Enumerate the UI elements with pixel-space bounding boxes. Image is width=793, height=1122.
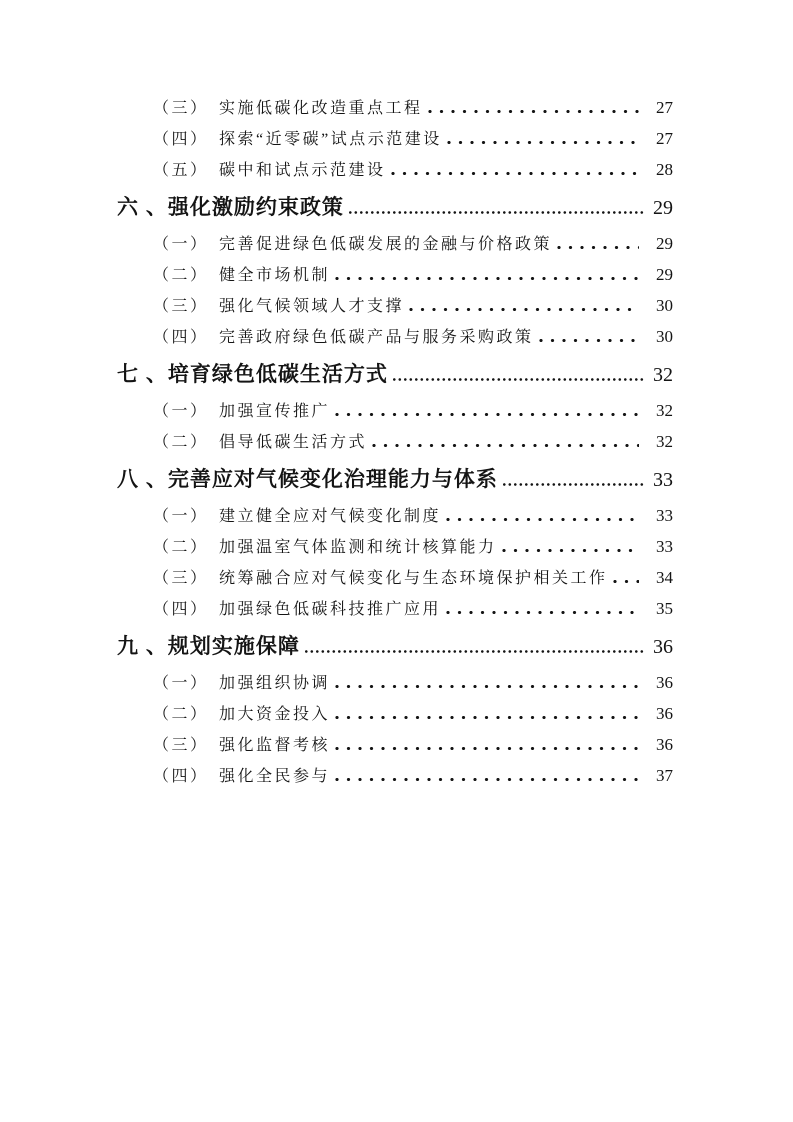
toc-entry-label: 九 、规划实施保障 xyxy=(117,635,300,658)
toc-entry-label: （三） 统筹融合应对气候变化与生态环境保护相关工作 xyxy=(153,570,608,587)
toc-heading-row[interactable] xyxy=(117,193,673,223)
toc-page-number: 36 xyxy=(656,673,673,692)
toc-page-number: 27 xyxy=(656,129,673,148)
toc-item-row[interactable] xyxy=(117,532,673,563)
toc-entry-label: （四） 强化全民参与 xyxy=(153,768,331,785)
toc-entry-label: （二） 倡导低碳生活方式 xyxy=(153,434,368,451)
toc-entry-label: （三） 强化监督考核 xyxy=(153,737,331,754)
toc-heading-row[interactable] xyxy=(117,360,673,390)
dot-leader xyxy=(446,611,639,614)
toc-item-row[interactable] xyxy=(117,229,673,260)
toc-page-number: 33 xyxy=(656,506,673,525)
toc-entry-label: （三） 实施低碳化改造重点工程 xyxy=(153,100,423,117)
toc-page-number: 29 xyxy=(656,234,673,253)
dot-leader xyxy=(409,308,639,311)
toc-page-number: 32 xyxy=(656,432,673,451)
dot-leader xyxy=(557,246,639,249)
toc-item-row[interactable] xyxy=(117,563,673,594)
dot-leader xyxy=(335,778,639,781)
toc-page-number: 28 xyxy=(656,160,673,179)
toc-page-number: 29 xyxy=(653,197,673,219)
toc-page-number: 36 xyxy=(656,704,673,723)
toc-entry-label: （四） 完善政府绿色低碳产品与服务采购政策 xyxy=(153,329,534,346)
dot-leader xyxy=(335,685,639,688)
toc-item-row[interactable] xyxy=(117,260,673,291)
toc-entry-label: （三） 强化气候领域人才支撑 xyxy=(153,298,405,315)
dot-leader xyxy=(335,747,639,750)
toc-entry-label: 六 、强化激励约束政策 xyxy=(117,196,344,219)
dot-leader xyxy=(349,211,645,214)
toc-entry-label: （一） 建立健全应对气候变化制度 xyxy=(153,508,442,525)
toc-item-row[interactable] xyxy=(117,699,673,730)
dot-leader xyxy=(539,339,639,342)
toc-entry-label: （四） 探索“近零碳”试点示范建设 xyxy=(153,131,442,148)
dot-leader xyxy=(335,716,639,719)
toc-item-row[interactable] xyxy=(117,124,673,155)
toc-page-number: 33 xyxy=(656,537,673,556)
toc-entry-label: （一） 完善促进绿色低碳发展的金融与价格政策 xyxy=(153,236,553,253)
dot-leader xyxy=(305,650,645,653)
toc-item-row[interactable] xyxy=(117,322,673,353)
toc-heading-row[interactable] xyxy=(117,465,673,495)
toc-page-number: 30 xyxy=(656,296,673,315)
toc-entry-label: （五） 碳中和试点示范建设 xyxy=(153,162,386,179)
toc-page-number: 36 xyxy=(656,735,673,754)
toc-heading-row[interactable] xyxy=(117,632,673,662)
toc-entry-label: 八 、完善应对气候变化治理能力与体系 xyxy=(117,468,498,491)
toc-page-number: 30 xyxy=(656,327,673,346)
toc-page-number: 37 xyxy=(656,766,673,785)
toc-page-number: 29 xyxy=(656,265,673,284)
toc-item-row[interactable] xyxy=(117,93,673,124)
toc-item-row[interactable] xyxy=(117,594,673,625)
toc-page-number: 32 xyxy=(653,364,673,386)
toc-item-row[interactable] xyxy=(117,501,673,532)
toc-entry-label: （一） 加强组织协调 xyxy=(153,675,331,692)
toc-item-row[interactable] xyxy=(117,427,673,458)
toc-entry-label: （一） 加强宣传推广 xyxy=(153,403,331,420)
toc-entry-label: （四） 加强绿色低碳科技推广应用 xyxy=(153,601,442,618)
toc-page-number: 35 xyxy=(656,599,673,618)
dot-leader xyxy=(447,141,639,144)
dot-leader xyxy=(613,580,639,583)
toc-page-number: 36 xyxy=(653,636,673,658)
toc-page-number: 32 xyxy=(656,401,673,420)
toc-page-number: 33 xyxy=(653,469,673,491)
toc-item-row[interactable] xyxy=(117,396,673,427)
dot-leader xyxy=(428,110,639,113)
toc-entry-label: 七 、培育绿色低碳生活方式 xyxy=(117,363,388,386)
dot-leader xyxy=(503,483,645,486)
toc-item-row[interactable] xyxy=(117,155,673,186)
dot-leader xyxy=(391,172,639,175)
toc-item-row[interactable] xyxy=(117,761,673,792)
toc-entry-label: （二） 加强温室气体监测和统计核算能力 xyxy=(153,539,497,556)
dot-leader xyxy=(335,413,639,416)
dot-leader xyxy=(446,518,639,521)
dot-leader xyxy=(393,378,645,381)
toc-page-number: 27 xyxy=(656,98,673,117)
dot-leader xyxy=(372,444,639,447)
dot-leader xyxy=(335,277,639,280)
toc-entry-label: （二） 加大资金投入 xyxy=(153,706,331,723)
toc-item-row[interactable] xyxy=(117,291,673,322)
toc-item-row[interactable] xyxy=(117,730,673,761)
toc-item-row[interactable] xyxy=(117,668,673,699)
toc-page-number: 34 xyxy=(656,568,673,587)
dot-leader xyxy=(502,549,639,552)
table-of-contents xyxy=(117,93,673,792)
toc-entry-label: （二） 健全市场机制 xyxy=(153,267,331,284)
